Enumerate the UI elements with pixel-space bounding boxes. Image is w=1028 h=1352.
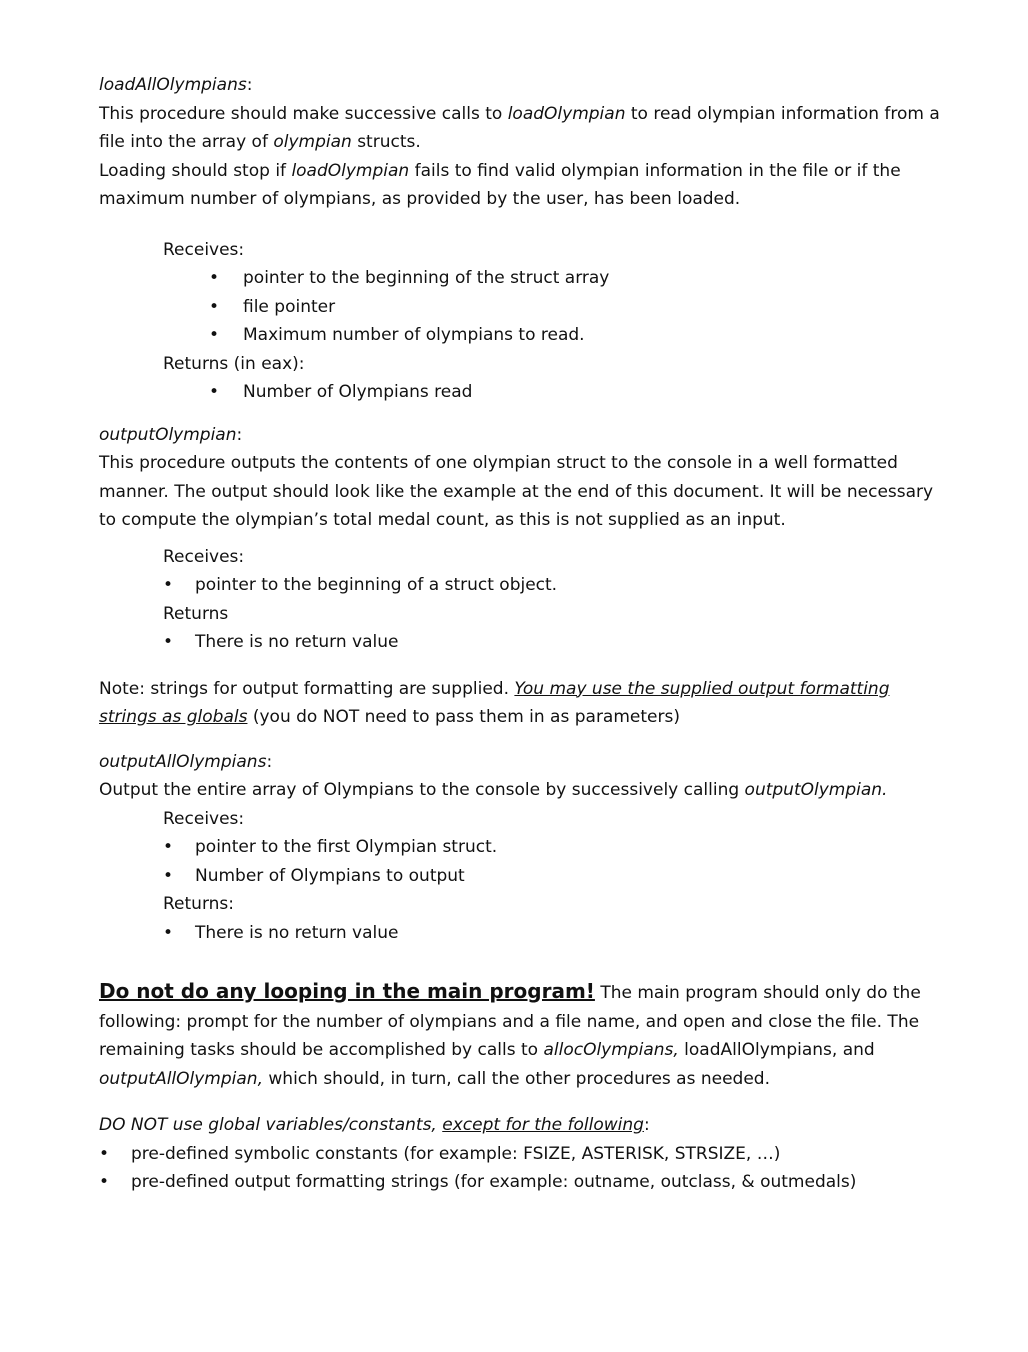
returns-list [163, 919, 949, 948]
text-run: structs. [351, 132, 421, 152]
procedure-ref: outputOlympian. [744, 780, 888, 800]
receives-label: Receives: [163, 546, 245, 567]
procedure-name: loadAllOlympians [99, 75, 247, 95]
text-run: to read olympian information from a file into the array of [99, 103, 940, 152]
procedure-name: outputAllOlympians [99, 751, 267, 772]
emphasis-text: You may use the supplied output formatting strings as globals [99, 678, 890, 727]
list-item: • pointer to the beginning of the struct array [163, 264, 949, 293]
note-paragraph [99, 675, 949, 732]
globals-list [67, 1140, 949, 1197]
parameters-block [163, 236, 949, 407]
description-paragraph [99, 157, 949, 214]
parameters-block [163, 805, 949, 948]
globals-paragraph [99, 1111, 949, 1140]
description-paragraph: This procedure outputs the contents of one olympian struct to the console in a well formatted manner. The output should look like the example at the end of this document. It will be necessary to compute the olympian’s total medal count, as this is not supplied as an input. [99, 453, 934, 530]
receives-label: Receives: [163, 808, 245, 829]
receives-list [163, 571, 949, 600]
list-item: • Number of Olympians read [163, 378, 949, 407]
text-run: fails to find valid olympian information in the file or if the maximum number of olympians, as provided by the user, has been loaded. [99, 160, 901, 209]
description-paragraph [99, 100, 949, 157]
title-colon: : [236, 424, 243, 445]
procedure-ref: loadOlympian [507, 103, 626, 124]
procedure-ref: loadOlympian [291, 160, 410, 181]
section-main-rule [99, 977, 949, 1093]
list-item: • pre-defined symbolic constants (for example: FSIZE, ASTERISK, STRSIZE, …) [67, 1140, 949, 1169]
section-load-all-olympians [99, 71, 949, 407]
text-run: This procedure should make successive calls to [99, 103, 508, 124]
returns-label: Returns (in eax): [163, 353, 305, 374]
list-item: • Number of Olympians to output [163, 862, 949, 891]
returns-label: Returns: [163, 894, 234, 914]
section-globals-rule [99, 1111, 949, 1197]
section-output-all-olympians [99, 748, 949, 948]
list-item: • pointer to the beginning of a struct object. [163, 571, 949, 600]
procedure-name: outputOlympian [99, 424, 237, 445]
returns-list [163, 378, 949, 407]
section-output-olympian [99, 421, 949, 657]
text-run: : [643, 1115, 650, 1135]
emphasis-text: except for the following [442, 1115, 644, 1135]
main-rule-paragraph [99, 977, 949, 1093]
section-note [99, 675, 949, 732]
list-item: • There is no return value [163, 919, 949, 948]
title-colon: : [246, 75, 253, 95]
list-item: • file pointer [163, 293, 949, 322]
returns-list [163, 628, 949, 657]
list-item: • Maximum number of olympians to read. [163, 321, 949, 350]
document-page [99, 71, 949, 1215]
title-colon: : [266, 751, 273, 772]
procedure-ref: outputAllOlympian, [99, 1068, 263, 1089]
description-paragraph [99, 776, 949, 805]
section-title [99, 748, 949, 777]
receives-list [163, 264, 949, 350]
section-title [99, 71, 949, 100]
text-run: which should, in turn, call the other procedures as needed. [262, 1068, 770, 1089]
text-run: The main program should only do the following: prompt for the number of olympians and a file name, and open and close the file. The remaining tasks should be accomplished by calls to [99, 983, 921, 1060]
procedure-ref: allocOlympians, [543, 1040, 679, 1060]
returns-label: Returns [163, 603, 229, 624]
list-item: • There is no return value [163, 628, 949, 657]
list-item: • pointer to the first Olympian struct. [163, 833, 949, 862]
list-item: • pre-defined output formatting strings (for example: outname, outclass, & outmedals) [67, 1168, 949, 1197]
section-title [99, 421, 949, 450]
parameters-block [163, 543, 949, 657]
text-run: Loading should stop if [99, 160, 292, 181]
text-run: Note: strings for output formatting are supplied. [99, 678, 515, 699]
struct-ref: olympian [273, 132, 352, 152]
text-run: loadAllOlympians, and [678, 1040, 875, 1060]
receives-label: Receives: [163, 239, 245, 260]
warning-heading: Do not do any looping in the main program! [99, 979, 595, 1003]
text-run: Output the entire array of Olympians to the console by successively calling [99, 780, 745, 800]
receives-list [163, 833, 949, 890]
text-run: DO NOT use global variables/constants, [99, 1115, 443, 1135]
text-run: (you do NOT need to pass them in as parameters) [247, 707, 680, 727]
